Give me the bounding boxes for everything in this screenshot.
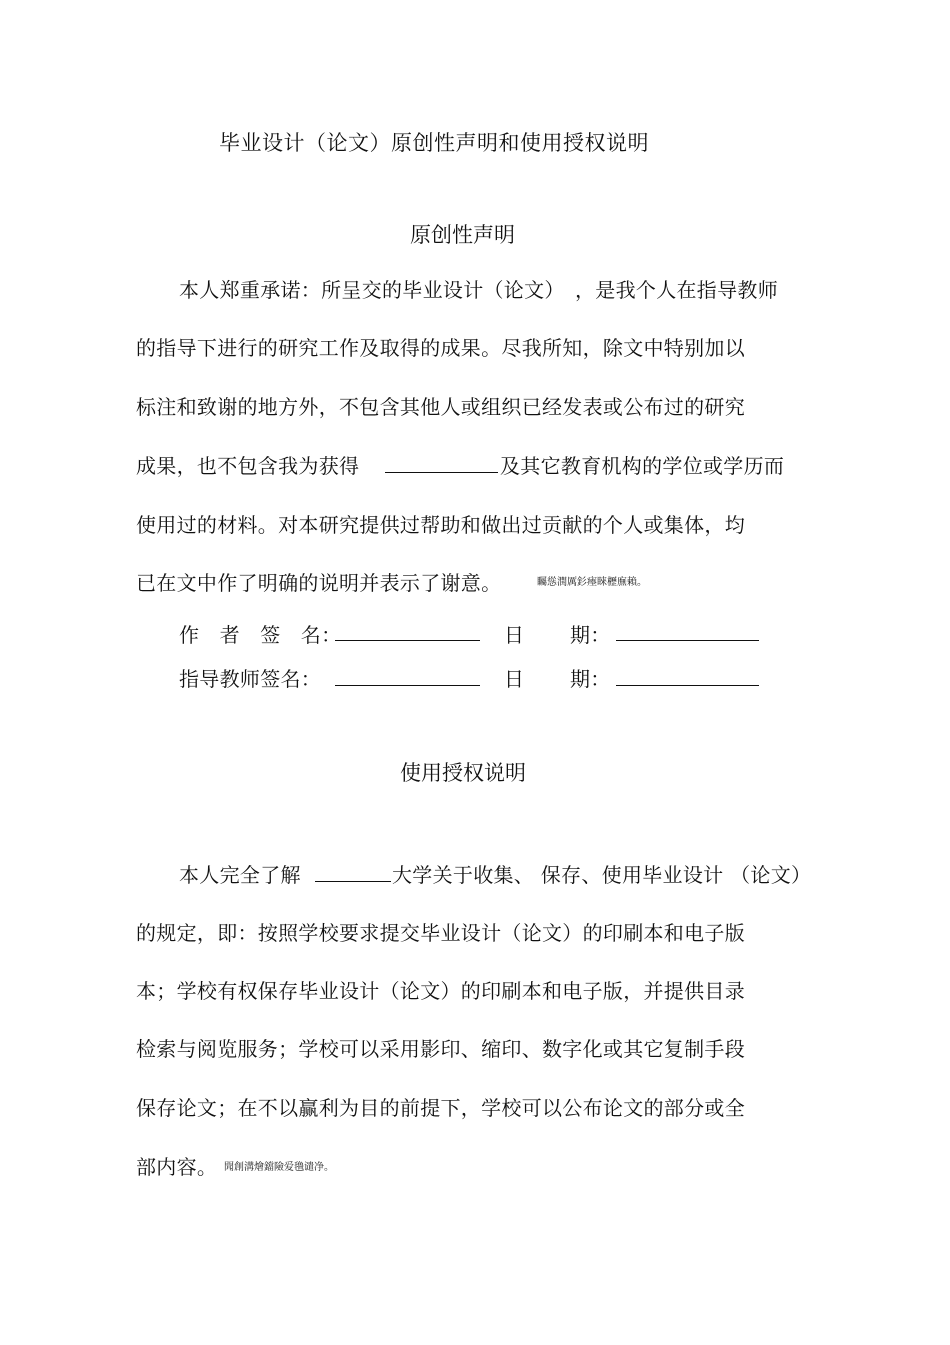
authorization-line-3: 本；学校有权保存毕业设计（论文）的印刷本和电子版，并提供目录 — [136, 979, 745, 1003]
document-title: 毕业设计（论文）原创性声明和使用授权说明 — [219, 131, 649, 155]
authorization-line-6: 部内容。 — [136, 1155, 218, 1179]
originality-line-3: 标注和致谢的地方外，不包含其他人或组织已经发表或公布过的研究 — [136, 395, 745, 419]
originality-heading: 原创性声明 — [410, 223, 515, 247]
advisor-date-label-2: 期： — [570, 667, 611, 691]
author-date-label-1: 日 — [504, 623, 525, 647]
originality-line-1: 本人郑重承诺：所呈交的毕业设计（论文） ，是我个人在指导教师 — [179, 278, 778, 302]
authorization-line-5: 保存论文；在不以赢利为目的前提下，学校可以公布论文的部分或全 — [136, 1096, 745, 1120]
author-signature-label: 作 者 签 名： — [179, 623, 342, 647]
author-date-line — [616, 640, 759, 641]
advisor-signature-line — [335, 685, 480, 686]
advisor-date-line — [616, 685, 759, 686]
university-blank-line — [315, 881, 391, 882]
advisor-signature-label: 指导教师签名： — [179, 667, 322, 691]
originality-line-6: 已在文中作了明确的说明并表示了谢意。 — [136, 571, 502, 595]
degree-blank-line — [385, 472, 498, 473]
authorization-line-1b: 大学关于收集、 保存、使用毕业设计 （论文） — [392, 863, 812, 887]
originality-line-2: 的指导下进行的研究工作及取得的成果。尽我所知，除文中特别加以 — [136, 336, 745, 360]
authorization-line-2: 的规定，即：按照学校要求提交毕业设计（论文）的印刷本和电子版 — [136, 921, 745, 945]
advisor-date-label-1: 日 — [504, 667, 525, 691]
authorization-line-1a: 本人完全了解 — [179, 863, 301, 887]
authorization-heading: 使用授权说明 — [400, 761, 526, 785]
originality-line-4a: 成果，也不包含我为获得 — [136, 454, 360, 478]
originality-noise-text: 矚慫潤厲釤瘞睞櫪廡賴。 — [537, 577, 647, 588]
authorization-line-4: 检索与阅览服务；学校可以采用影印、缩印、数字化或其它复制手段 — [136, 1037, 745, 1061]
originality-line-5: 使用过的材料。对本研究提供过帮助和做出过贡献的个人或集体，均 — [136, 513, 745, 537]
originality-line-4b: 及其它教育机构的学位或学历而 — [500, 454, 785, 478]
author-date-label-2: 期： — [570, 623, 611, 647]
author-signature-line — [335, 640, 480, 641]
authorization-noise-text: 聞創溝燴鐺險爱氇谴净。 — [224, 1162, 334, 1173]
